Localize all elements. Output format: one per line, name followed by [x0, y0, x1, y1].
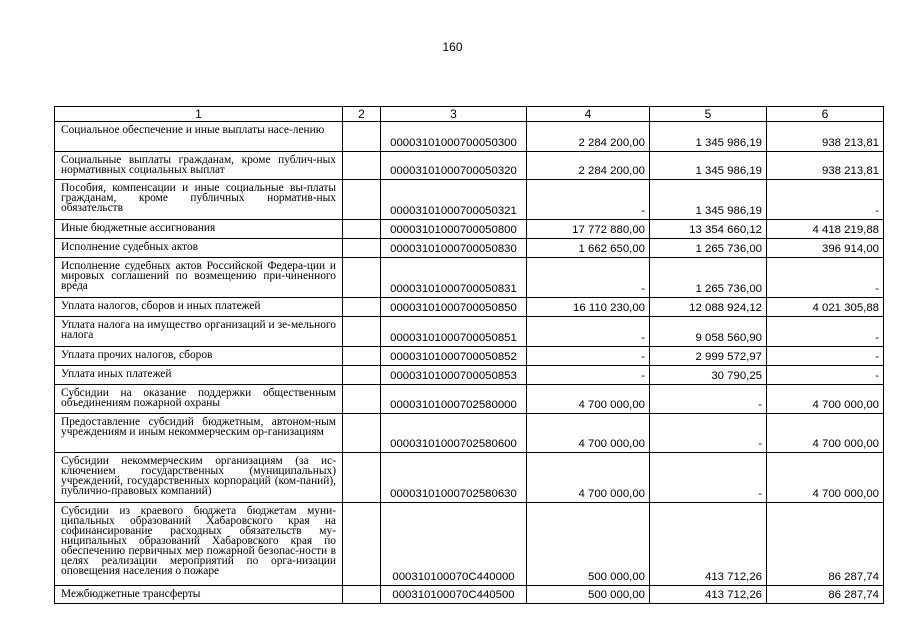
row-name: Уплата прочих налогов, сборов: [55, 347, 343, 366]
row-col2: [343, 453, 381, 503]
table-row: [55, 414, 884, 453]
row-col2: [343, 503, 381, 586]
table-row: [55, 366, 884, 385]
row-col4: -: [527, 258, 650, 298]
table-row: [55, 122, 884, 152]
row-col6: 938 213,81: [767, 122, 884, 152]
table-row: [55, 152, 884, 180]
row-name: Уплата налога на имущество организаций и зе-мельного налога: [55, 317, 343, 347]
row-col6: -: [767, 180, 884, 220]
row-col6: 86 287,74: [767, 586, 884, 604]
row-col2: [343, 298, 381, 317]
row-name: Пособия, компенсации и иные социальные вы-платы гражданам, кроме публичных норматив-ных обязательств: [55, 180, 343, 220]
row-col4: 2 284 200,00: [527, 122, 650, 152]
row-code: 00003101000700050320: [381, 152, 527, 180]
row-col2: [343, 366, 381, 385]
row-col2: [343, 220, 381, 239]
row-col6: 938 213,81: [767, 152, 884, 180]
row-col6: 4 418 219,88: [767, 220, 884, 239]
row-col2: [343, 122, 381, 152]
row-code: 00003101000700050852: [381, 347, 527, 366]
budget-table: [54, 106, 884, 604]
row-code: 00003101000702580600: [381, 414, 527, 453]
row-code: 00003101000702580000: [381, 385, 527, 414]
row-col2: [343, 180, 381, 220]
row-name: Исполнение судебных актов: [55, 239, 343, 258]
row-col6: 396 914,00: [767, 239, 884, 258]
table-row: [55, 180, 884, 220]
row-col6: -: [767, 366, 884, 385]
row-col6: -: [767, 317, 884, 347]
row-col2: [343, 385, 381, 414]
row-col4: 2 284 200,00: [527, 152, 650, 180]
row-col5: 413 712,26: [650, 503, 767, 586]
row-col4: 4 700 000,00: [527, 385, 650, 414]
row-col5: 1 345 986,19: [650, 152, 767, 180]
row-col2: [343, 239, 381, 258]
row-col5: 1 345 986,19: [650, 122, 767, 152]
row-col5: 413 712,26: [650, 586, 767, 604]
row-code: 00003101000700050321: [381, 180, 527, 220]
row-code: 000310100070C440000: [381, 503, 527, 586]
row-col5: -: [650, 385, 767, 414]
row-col2: [343, 347, 381, 366]
row-name: Субсидии некоммерческим организациям (за ис-ключением государственных (муниципальных) учреждений, государственных корпораций (ком-паний), публично-правовых компаний): [55, 453, 343, 503]
row-col4: 1 662 650,00: [527, 239, 650, 258]
table-row: [55, 385, 884, 414]
row-col5: 9 058 560,90: [650, 317, 767, 347]
row-name: Социальные выплаты гражданам, кроме публич-ных нормативных социальных выплат: [55, 152, 343, 180]
header-col-5: 5: [650, 107, 767, 122]
row-name: Социальное обеспечение и иные выплаты насе-лению: [55, 122, 343, 152]
row-col4: -: [527, 317, 650, 347]
row-col6: -: [767, 347, 884, 366]
row-col4: 4 700 000,00: [527, 453, 650, 503]
header-col-2: 2: [343, 107, 381, 122]
row-name: Уплата иных платежей: [55, 366, 343, 385]
row-col2: [343, 586, 381, 604]
header-col-3: 3: [381, 107, 527, 122]
row-code: 00003101000700050851: [381, 317, 527, 347]
row-col5: 13 354 660,12: [650, 220, 767, 239]
row-name: Субсидии на оказание поддержки общественным объединениям пожарной охраны: [55, 385, 343, 414]
row-col2: [343, 152, 381, 180]
row-col2: [343, 414, 381, 453]
table-row: [55, 220, 884, 239]
row-col5: 2 999 572,97: [650, 347, 767, 366]
row-col6: 4 700 000,00: [767, 385, 884, 414]
table-row: [55, 503, 884, 586]
row-col5: 30 790,25: [650, 366, 767, 385]
row-code: 00003101000700050850: [381, 298, 527, 317]
row-col4: 4 700 000,00: [527, 414, 650, 453]
row-col6: 4 700 000,00: [767, 414, 884, 453]
row-col4: -: [527, 180, 650, 220]
row-name: Предоставление субсидий бюджетным, автоном-ным учреждениям и иным некоммерческим ор-ганизациям: [55, 414, 343, 453]
row-col4: -: [527, 347, 650, 366]
row-col5: 12 088 924,12: [650, 298, 767, 317]
row-col5: 1 265 736,00: [650, 258, 767, 298]
table-row: [55, 298, 884, 317]
row-col2: [343, 317, 381, 347]
row-col4: -: [527, 366, 650, 385]
header-col-1: 1: [55, 107, 343, 122]
row-code: 00003101000700050300: [381, 122, 527, 152]
table-row: [55, 586, 884, 604]
row-col2: [343, 258, 381, 298]
row-code: 00003101000702580630: [381, 453, 527, 503]
row-code: 00003101000700050853: [381, 366, 527, 385]
row-name: Иные бюджетные ассигнования: [55, 220, 343, 239]
row-col4: 16 110 230,00: [527, 298, 650, 317]
row-code: 00003101000700050830: [381, 239, 527, 258]
header-col-6: 6: [767, 107, 884, 122]
row-name: Исполнение судебных актов Российской Федера-ции и мировых соглашений по возмещению при-чиненного вреда: [55, 258, 343, 298]
row-name: Межбюджетные трансферты: [55, 586, 343, 604]
table-row: [55, 258, 884, 298]
row-col6: 4 021 305,88: [767, 298, 884, 317]
row-code: 000310100070C440500: [381, 586, 527, 604]
row-code: 00003101000700050800: [381, 220, 527, 239]
row-col5: 1 265 736,00: [650, 239, 767, 258]
table-row: [55, 347, 884, 366]
row-name: Субсидии из краевого бюджета бюджетам муни-ципальных образований Хабаровского края на софинансирование расходных обязательств му-ниципальных образований Хабаровского края по обеспечению первичных мер пожарной безопас-ности в целях реализации мероприятий по орга-низации оповещения населения о пожаре: [55, 503, 343, 586]
header-col-4: 4: [527, 107, 650, 122]
header-row: [55, 107, 884, 122]
row-col6: 86 287,74: [767, 503, 884, 586]
table-row: [55, 239, 884, 258]
row-col4: 500 000,00: [527, 586, 650, 604]
row-col4: 17 772 880,00: [527, 220, 650, 239]
row-col6: -: [767, 258, 884, 298]
row-col4: 500 000,00: [527, 503, 650, 586]
table-row: [55, 453, 884, 503]
row-name: Уплата налогов, сборов и иных платежей: [55, 298, 343, 317]
page-number: 160: [442, 40, 463, 54]
row-col6: 4 700 000,00: [767, 453, 884, 503]
row-col5: 1 345 986,19: [650, 180, 767, 220]
table-row: [55, 317, 884, 347]
row-code: 00003101000700050831: [381, 258, 527, 298]
row-col5: -: [650, 453, 767, 503]
row-col5: -: [650, 414, 767, 453]
